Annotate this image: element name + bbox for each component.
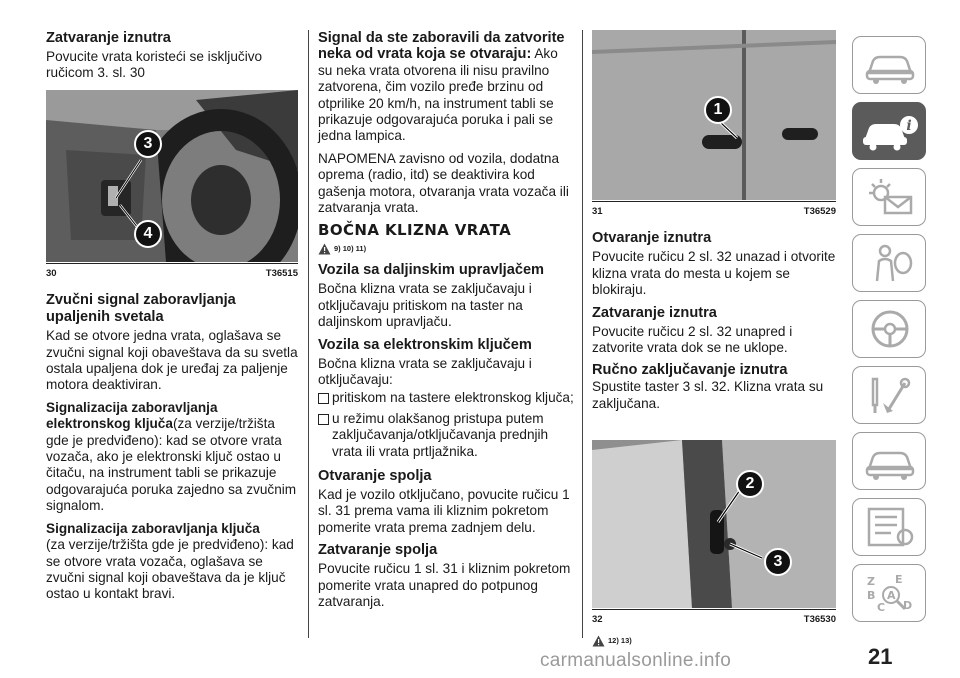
text-key-warning: (za verzije/tržišta gde je predviđeno): kad se otvore vrata vozača, oglašava se zvučni signal koji obaveštava da je ključ ostao u kontakt bravi. [46,537,294,602]
para-electronic-key [46,400,298,515]
heading-key-warning: Signalizacija zaboravljanja ključa [46,520,260,536]
bullet-box-icon [318,414,329,425]
list-item-text: u režimu olakšanog pristupa putem zaključavanja/otključavanja prednjih vrata ili vrata prtljažnika. [332,410,549,459]
text-electronic-key: (za verzije/tržišta gde je predviđeno): kad se otvore vrata vozača, ako je elektronski ključ ostao u čitaču, na instrument tabli se prikazuje odgovarajuća poruka zajedno sa zvučnim signalom. [46,416,297,514]
figure-31-image [592,30,836,200]
heading-opening-outside: Otvaranje spolja [318,467,432,484]
column-divider [308,30,309,638]
callout-1: 1 [704,96,732,124]
list-item-text: pritiskom na tastere elektronskog ključa; [332,390,574,406]
heading-lights-warning: Zvučni signal zaboravljanja upaljenih svetala [46,292,236,326]
callout-4: 4 [134,220,162,248]
heading-closing-inside: Zatvaranje iznutra [46,30,171,46]
sidebar-tab-car[interactable] [852,36,926,94]
sidebar-tab-driving[interactable] [852,300,926,358]
settings-list-icon [861,505,919,549]
sidebar-tab-car-info[interactable] [852,102,926,160]
figure-32-caption [592,609,836,628]
text-remote: Bočna klizna vrata se zaključavaju i otključavaju pritiskom na taster na daljinskom upravljaču. [318,281,532,330]
sidebar-nav [852,36,926,630]
text-opening-outside: Kad je vozilo otključano, povucite ručicu 1 sl. 31 prema vama ili kliznim pokretom pomerite vrata prema zadnjem delu. [318,486,570,535]
sidebar-tab-warning-lights[interactable] [852,168,926,226]
warning-refs-text: 9) 10) 11) [334,243,367,253]
para-key-warning [46,521,298,603]
figure-32-image [592,440,836,608]
list-item [318,390,574,406]
column-divider [582,30,583,638]
figure-number: 30 [46,267,57,279]
heading-remote: Vozila sa daljinskim upravljačem [318,262,545,279]
car-outline-icon [861,43,919,87]
bullet-box-icon [318,393,329,404]
sidebar-tab-safety[interactable] [852,234,926,292]
text-manual-lock: Spustite taster 3 sl. 32. Klizna vrata su zaključana. [592,379,824,411]
text-door-open-signal: Ako su neka vrata otvorena ili nisu pravilno zatvorena, čim vozilo pređe brzinu od otprilike 20 km/h, na instrument tabli se prikazuje odgovarajuća poruka i pali se jedna lampica. [318,46,558,144]
index-letter: C [877,601,886,614]
alphabetical-index-icon [861,571,919,615]
callout-3: 3 [764,548,792,576]
text-closing-inside-sliding: Povucite ručicu 2 sl. 32 unapred i zatvorite vrata dok se ne uklope. [592,323,793,356]
heading-opening-inside: Otvaranje iznutra [592,230,712,247]
text-closing-inside: Povucite vrata koristeći se isključivo ručicom 3. sl. 30 [46,49,263,81]
figure-code: T36529 [803,206,836,217]
index-letter: B [867,589,876,602]
callout-3: 3 [134,130,162,158]
list-item [318,411,574,460]
callout-2: 2 [736,470,764,498]
heading-electronic-key-vehicles: Vozila sa elektronskim ključem [318,336,532,353]
figure-code: T36515 [265,267,298,279]
text-opening-inside: Povucite ručicu 2 sl. 32 unazad i otvorite klizna vrata do mesta u kojem se blokiraju. [592,249,836,298]
page-number: 21 [868,644,893,669]
figure-31-caption [592,201,836,220]
heading-door-open-signal: Signal da ste zaboravili da zatvorite neka od vrata koja se otvaraju: [318,30,565,63]
text-lights-warning: Kad se otvore jedna vrata, oglašava se zvučni signal koji obaveštava da su svetla ostala upaljena dok je uređaj za paljenje motora deaktiviran. [46,328,298,393]
section-title-sliding-door: BOČNA KLIZNA VRATA [318,221,512,240]
heading-electronic-key: Signalizacija zaboravljanja elektronskog ključa [46,399,218,432]
figure-30-image [46,90,298,262]
index-letter: D [903,599,913,612]
figure-number: 32 [592,614,603,626]
para-door-open-signal [318,30,574,145]
sidebar-tab-technical-data[interactable] [852,498,926,556]
text-closing-outside: Povucite ručicu 1 sl. 31 i kliznim pokretom pomerite vrata unapred do potpunog zatvaranja. [318,561,571,609]
heading-manual-lock: Ručno zaključavanje iznutra [592,362,788,379]
warning-refs-1 [318,241,574,257]
info-letter: i [906,118,912,134]
car-specs-icon [861,439,919,483]
warning-refs-text: 12) 13) [608,635,632,645]
heading-closing-inside-sliding: Zatvaranje iznutra [592,304,717,321]
warning-triangle-icon [318,243,331,255]
index-letter: E [895,573,903,586]
warning-refs-2 [592,633,836,649]
warning-triangle-icon [592,635,605,647]
text-note: NAPOMENA zavisno od vozila, dodatna oprema (radio, itd) se deaktivira kod gašenja motora, otvaranja vrata vozača ili zatvaranja vrata. [318,150,569,216]
text-electronic-key-vehicles: Bočna klizna vrata se zaključavaju i otključavaju: [318,355,532,387]
index-letter: Z [867,575,875,588]
warning-lights-icon [861,175,919,219]
sidebar-tab-emergency[interactable] [852,366,926,424]
airbag-seatbelt-icon [861,241,919,285]
figure-32-illustration [592,440,836,608]
column-right [592,30,836,654]
heading-closing-outside: Zatvaranje spolja [318,542,438,559]
column-middle [318,30,574,616]
index-letter: A [887,589,896,602]
column-left [46,30,298,609]
car-info-icon [861,109,919,153]
steering-wheel-icon [861,307,919,351]
sidebar-tab-index[interactable] [852,564,926,622]
figure-number: 31 [592,206,603,217]
figure-30-caption [46,263,298,282]
watermark: carmanualsonline.info [540,650,732,671]
figure-30-illustration [46,90,298,262]
sidebar-tab-servicing[interactable] [852,432,926,490]
maintenance-tools-icon [861,373,919,417]
figure-code: T36530 [803,614,836,626]
